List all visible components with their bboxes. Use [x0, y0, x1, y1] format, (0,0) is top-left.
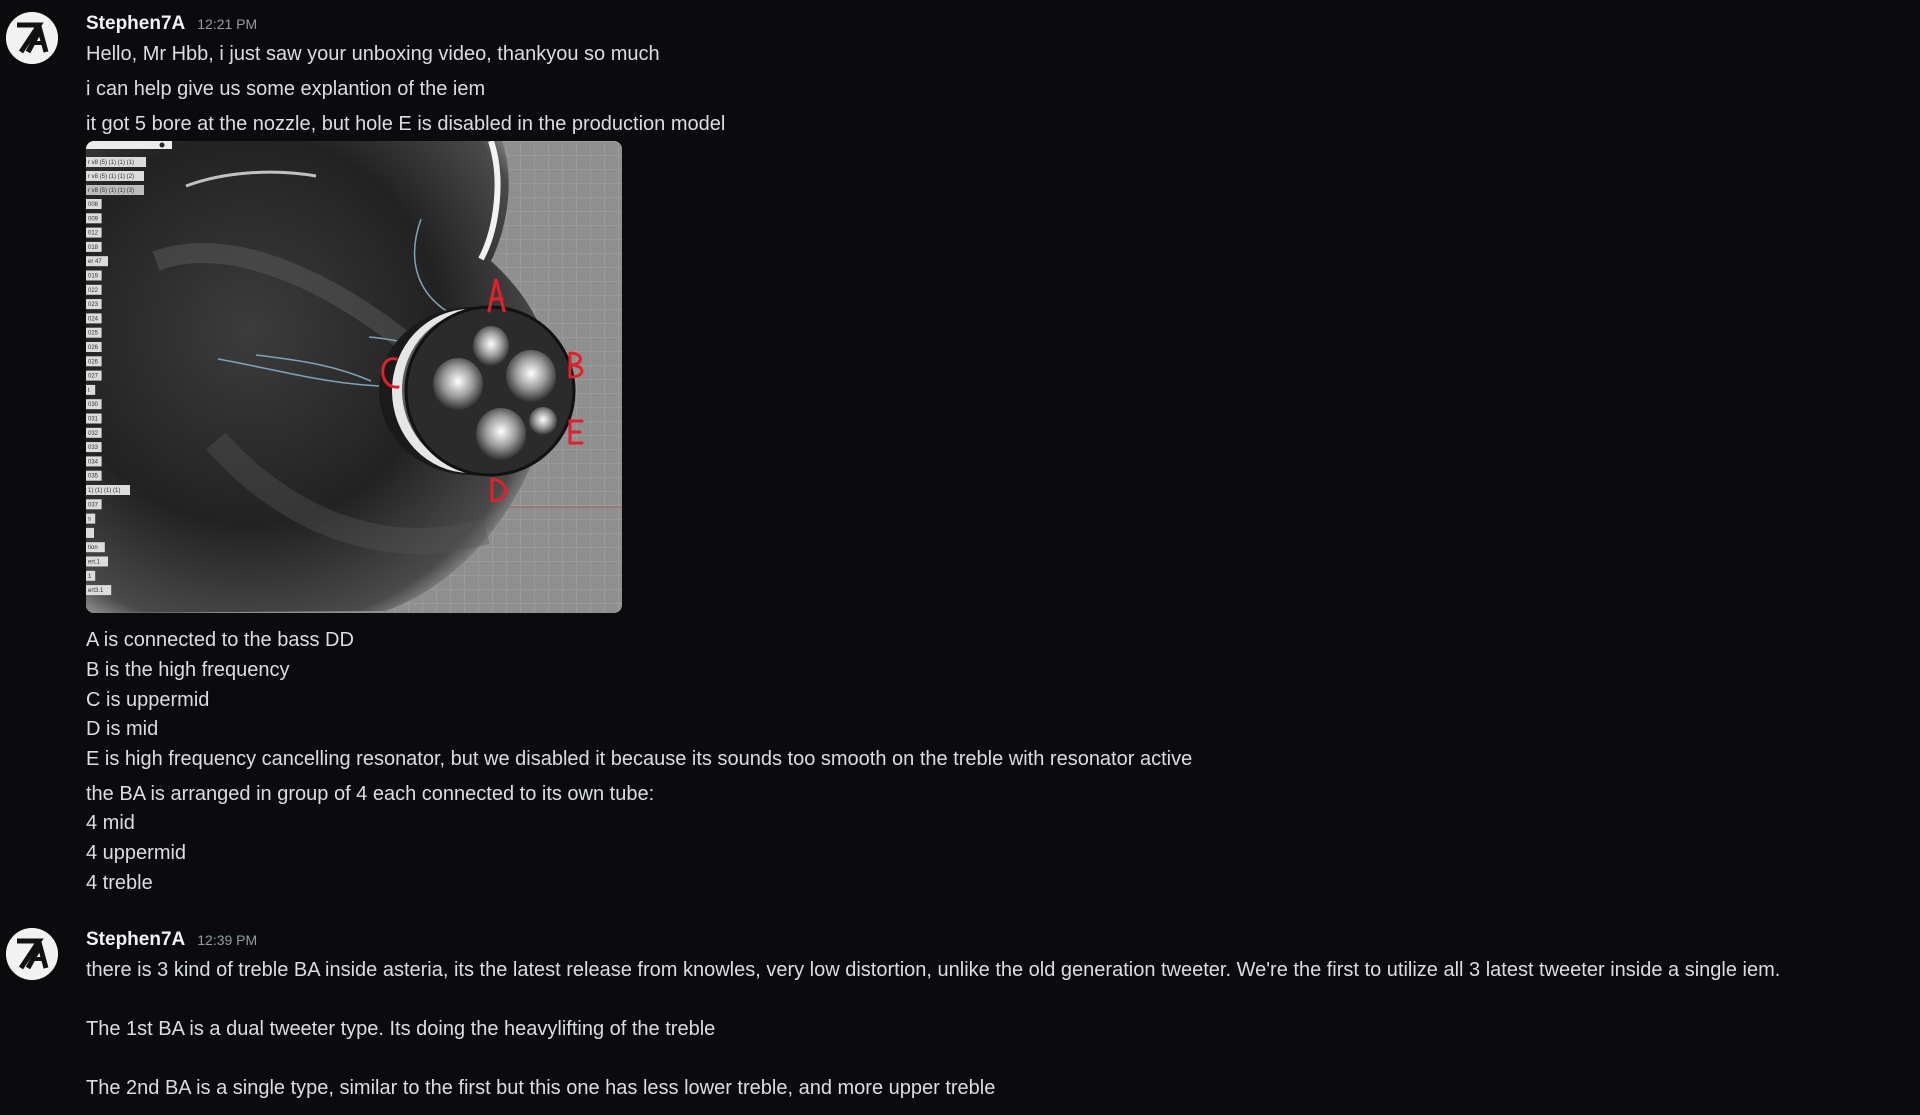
7A-logo-icon — [6, 12, 58, 64]
layer-panel-label: 035 — [88, 473, 99, 480]
layer-panel-label: 009 — [88, 216, 99, 223]
layer-panel-label: r v8 (5) (1) (1) (2) — [88, 174, 135, 180]
image-attachment[interactable] — [86, 141, 622, 613]
layer-panel-label: 026 — [88, 345, 99, 351]
message-text: The 1st BA is a dual tweeter type. Its doing the heavylifting of the treble — [86, 1018, 716, 1040]
layer-panel-label: 023 — [88, 302, 99, 309]
layer-panel-label: 037 — [88, 502, 99, 509]
message-text: B is the high frequency — [86, 659, 290, 681]
layer-panel-label: r v8 (5) (1) (1) (1) — [88, 160, 135, 166]
message-text: C is uppermid — [86, 689, 210, 711]
message-text: the BA is arranged in group of 4 each connected to its own tube: — [86, 783, 655, 805]
message-text: 4 uppermid — [86, 842, 187, 864]
layer-panel-label: 1) (1) (1) (1) — [88, 488, 121, 494]
layer-panel-label: 026 — [88, 359, 99, 366]
layer-panel-label: 1 — [88, 573, 92, 580]
message-text: The 2nd BA is a single type, similar to the first but this one has less lower treble, and more upper treble — [86, 1077, 996, 1099]
message-text: A is connected to the bass DD — [86, 629, 354, 651]
layer-panel-label: ert3.1 — [88, 588, 104, 595]
layer-panel-label: 033 — [88, 445, 99, 452]
layer-panel-label: 030 — [88, 402, 99, 409]
message-header — [86, 13, 257, 35]
timestamp[interactable]: 12:39 PM — [197, 932, 258, 948]
layer-panel-label: ert.1 — [88, 559, 101, 566]
message-text: D is mid — [86, 718, 159, 740]
message-text: Hello, Mr Hbb, i just saw your unboxing video, thankyou so much — [86, 43, 660, 65]
username[interactable]: Stephen7A — [86, 13, 186, 34]
avatar[interactable] — [6, 12, 58, 64]
avatar[interactable] — [6, 928, 58, 980]
message-text: it got 5 bore at the nozzle, but hole E is disabled in the production model — [86, 113, 726, 135]
layer-panel-label: t — [88, 387, 90, 394]
message-text: there is 3 kind of treble BA inside asteria, its the latest release from knowles, very low distortion, unlike the old generation tweeter. We're the first to utilize all 3 latest tweeter inside a single iem. — [86, 959, 1781, 981]
layer-panel-label: 032 — [88, 430, 99, 437]
layer-panel-label: 022 — [88, 287, 99, 294]
timestamp[interactable]: 12:21 PM — [197, 16, 258, 32]
layer-panel-label: er 47 — [88, 259, 102, 266]
layer-panel-label: 012 — [88, 230, 99, 237]
layer-panel-label: 031 — [88, 416, 99, 423]
nozzle-cad-image — [86, 141, 622, 613]
layer-panel-label: 034 — [88, 459, 99, 466]
7A-logo-icon — [6, 928, 58, 980]
message-header — [86, 929, 257, 951]
message-text: i can help give us some explantion of the iem — [86, 78, 486, 100]
layer-panel-label: s — [88, 516, 91, 523]
layer-panel-label: 024 — [88, 316, 99, 323]
layer-panel-label: r v8 (5) (1) (1) (3) — [88, 188, 135, 194]
layer-panel-label: 008 — [88, 202, 99, 208]
layer-panel-label: tion — [88, 545, 98, 552]
layer-panel-label: 027 — [88, 373, 99, 380]
layer-panel-label: 018 — [88, 244, 99, 251]
message-text: 4 mid — [86, 812, 135, 834]
message-text: E is high frequency cancelling resonator, but we disabled it because its sounds too smooth on the treble with resonator active — [86, 748, 1193, 770]
layer-panel-label: 019 — [88, 273, 99, 280]
message-text: 4 treble — [86, 872, 153, 894]
layer-panel-label: 025 — [88, 330, 99, 337]
username[interactable]: Stephen7A — [86, 929, 186, 950]
